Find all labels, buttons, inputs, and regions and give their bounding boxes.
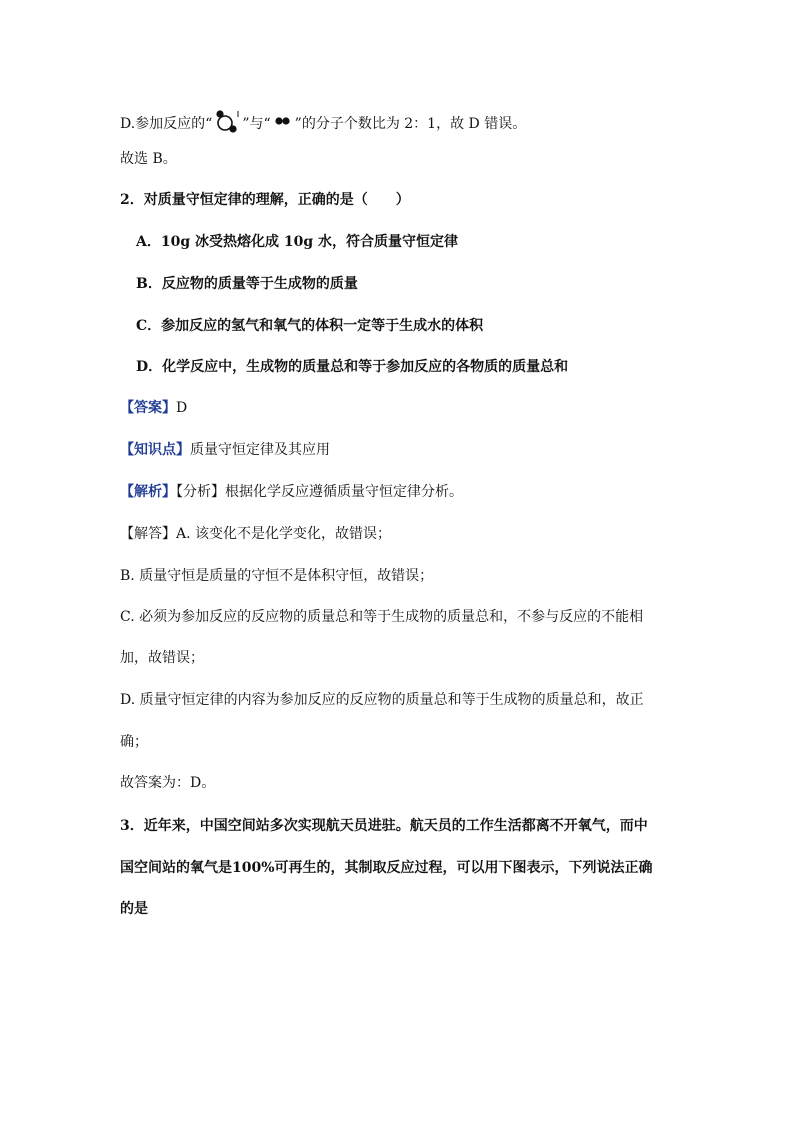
- q2-solution-line: 加，故错误；: [120, 650, 204, 666]
- q2-final-answer: 故答案为：D。: [120, 775, 216, 791]
- q2-solution-line: 确；: [120, 734, 148, 750]
- oxygen-molecule-icon: [271, 114, 295, 134]
- q2-solution-line: B. 质量守恒是质量的守恒不是体积守恒，故错误；: [120, 568, 434, 584]
- analysis-tag: 【解析】: [120, 484, 176, 500]
- answer-tag: 【答案】: [120, 400, 176, 416]
- q3-stem-line: 的是: [120, 901, 148, 917]
- q2-solution-line: 【解答】A. 该变化不是化学变化，故错误；: [120, 526, 392, 542]
- q1-d-suffix: ”的分子个数比为 2：1，故 D 错误。: [294, 116, 527, 132]
- q2-knowledge-point: [120, 440, 330, 460]
- q1-option-d-explanation: [120, 108, 527, 132]
- q3-stem-line: 3．近年来，中国空间站多次实现航天员进驻。航天员的工作生活都离不开氧气，而中: [120, 818, 648, 834]
- q3-stem-line: 国空间站的氧气是100%可再生的，其制取反应过程，可以用下图表示，下列说法正确: [120, 860, 653, 876]
- answer-value: D: [176, 400, 188, 416]
- q2-analysis: [120, 482, 463, 502]
- q2-option-c: C．参加反应的氢气和氧气的体积一定等于生成水的体积: [136, 318, 484, 334]
- knowledge-tag: 【知识点】: [120, 442, 190, 458]
- q2-option-a: A．10g 冰受热熔化成 10g 水，符合质量守恒定律: [136, 234, 459, 250]
- water-molecule-icon: [212, 108, 242, 140]
- q2-solution-line: C. 必须为参加反应的反应物的质量总和等于生成物的质量总和，不参与反应的不能相: [120, 609, 644, 625]
- q2-option-b: B．反应物的质量等于生成物的质量: [136, 276, 358, 292]
- knowledge-value: 质量守恒定律及其应用: [190, 442, 330, 458]
- q2-stem: 2．对质量守恒定律的理解，正确的是（ ）: [120, 192, 410, 208]
- q1-conclusion: 故选 B。: [120, 151, 177, 167]
- q2-solution-line: D. 质量守恒定律的内容为参加反应的反应物的质量总和等于生成物的质量总和，故正: [120, 692, 644, 708]
- q2-answer: [120, 398, 187, 418]
- analysis-text: 【分析】根据化学反应遵循质量守恒定律分析。: [176, 484, 463, 500]
- q1-d-prefix: D.参加反应的“: [120, 116, 213, 132]
- q2-option-d: D．化学反应中，生成物的质量总和等于参加反应的各物质的质量总和: [136, 359, 569, 375]
- q1-d-mid: ”与“: [242, 116, 271, 132]
